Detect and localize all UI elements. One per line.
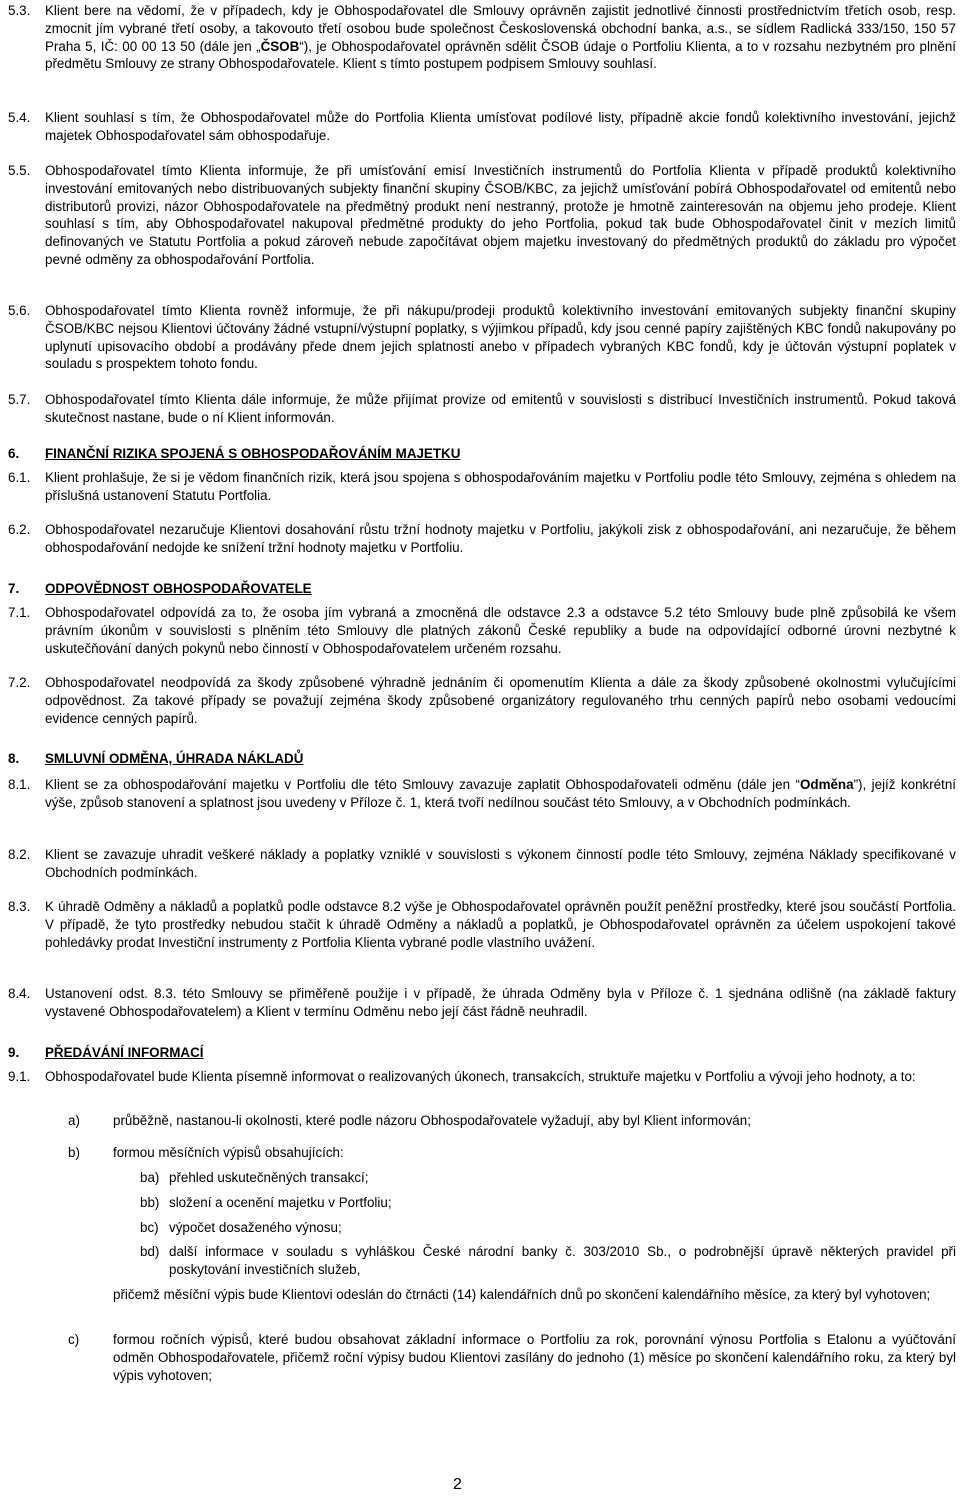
section-7-heading	[8, 580, 956, 598]
sub-label: bb)	[140, 1195, 160, 1210]
clause-text: Obhospodařovatel tímto Klienta rovněž informuje, že při nákupu/prodeji produktů kolektivního investování emitovaných subjekty finanční skupiny ČSOB/KBC nejsou Klientovi účtovány žádné vstupní/výstupní poplatky, s výjimkou případů, kdy jsou cenné papíry zajištěných KBC fondů nakupovány po uplynutí upisovacího období a prodávány přede dnem jejich splatnosti anebo v případech vybraných KBC fondů, kdy je účtován výstupní poplatek v souladu s prospektem tohoto fondu.	[45, 303, 956, 372]
clause-number: 6.2.	[8, 522, 31, 537]
list-item-a	[68, 1112, 956, 1130]
clause-8-3	[8, 898, 956, 951]
section-8-heading	[8, 750, 956, 768]
clause-5-6	[8, 302, 956, 373]
clause-number: 7.1.	[8, 605, 31, 620]
sub-text: další informace v souladu s vyhláškou České národní banky č. 303/2010 Sb., o podrobnější úpravě některých pravidel při poskytování investičních služeb,	[169, 1244, 956, 1277]
clause-text: K úhradě Odměny a nákladů a poplatků podle odstavce 8.2 výše je Obhospodařovatel oprávněn použít peněžní prostředky, které jsou součástí Portfolia. V případě, že tyto prostředky nebudou stačit k úhradě Odměny a nákladů a poplatků, je Obhospodařovatel oprávněn za účelem uspokojení takové pohledávky prodat Investiční instrumenty z Portfolia Klienta vybrané podle vlastního uvážení.	[45, 899, 956, 950]
list-text: formou měsíčních výpisů obsahujících:	[113, 1145, 344, 1160]
clause-text: Klient prohlašuje, že si je vědom finančních rizik, která jsou spojena s obhospodařováním majetku v Portfoliu podle této Smlouvy, zejména s ohledem na příslušná ustanovení Statutu Portfolia.	[45, 470, 956, 503]
clause-text	[45, 2, 956, 73]
clause-8-4	[8, 985, 956, 1021]
clause-number: 5.6.	[8, 303, 31, 318]
clause-number: 8.4.	[8, 986, 31, 1001]
clause-number: 6.1.	[8, 470, 31, 485]
list-item-c	[68, 1331, 956, 1384]
sub-item-bc	[140, 1219, 956, 1237]
list-item-b	[68, 1144, 956, 1162]
section-6-heading	[8, 445, 956, 463]
sub-text: složení a ocenění majetku v Portfoliu;	[169, 1195, 392, 1210]
sub-label: ba)	[140, 1170, 160, 1185]
clause-text-part: ”), jejíž konkrétní výše, způsob stanovení a splatnost jsou uvedeny v Příloze č. 1, která tvoří nedílnou součást této Smlouvy, a v Obchodních podmínkách.	[45, 777, 957, 810]
section-number: 8.	[8, 751, 20, 766]
clause-5-4	[8, 109, 956, 145]
clause-5-7	[8, 391, 956, 427]
section-title: SMLUVNÍ ODMĚNA, ÚHRADA NÁKLADŮ	[45, 751, 304, 766]
clause-number: 9.1.	[8, 1069, 31, 1084]
clause-number: 5.5.	[8, 163, 31, 178]
clause-8-1	[8, 776, 956, 812]
list-label: a)	[68, 1113, 80, 1128]
clause-number: 5.4.	[8, 110, 31, 125]
section-title: FINANČNÍ RIZIKA SPOJENÁ S OBHOSPODAŘOVÁNÍM MAJETKU	[45, 446, 461, 461]
section-9-heading	[8, 1044, 956, 1062]
clause-text-part: Klient se za obhospodařování majetku v Portfoliu dle této Smlouvy zavazuje zaplatit Obhospodařovateli odměnu (dále jen “	[45, 777, 800, 792]
clause-7-2	[8, 674, 956, 727]
clause-text: Obhospodařovatel tímto Klienta informuje, že při umísťování emisí Investičních instrumentů do Portfolia Klienta v případě produktů kolektivního investování emitovaných nebo distribuovaných subjekty finanční skupiny ČSOB/KBC, za jejichž umísťování pobírá Obhospodařovatel od emitentů nebo distributorů provizi, názor Obhospodařovatele na předmětný produkt není nestranný, protože je hmotně zainteresován na objemu jeho prodeje. Klient souhlasí s tím, aby Obhospodařovatel nakupoval předmětné produkty do jeho Portfolia, pokud tak bude Obhospodařovatel činit v mezích limitů definovaných ve Statutu Portfolia a pokud zároveň nebude započítávat objem majetku investovaný do předmětných produktů do základu pro výpočet pevné odměny za obhospodařování Portfolia.	[45, 163, 956, 267]
sub-text: výpočet dosaženého výnosu;	[169, 1220, 342, 1235]
list-text: průběžně, nastanou-li okolnosti, které podle názoru Obhospodařovatele vyžadují, aby byl Klient informován;	[113, 1113, 751, 1128]
clause-number: 5.7.	[8, 392, 31, 407]
clause-7-1	[8, 604, 956, 657]
clause-number: 8.1.	[8, 777, 31, 792]
sub-item-bd	[140, 1243, 956, 1279]
clause-number: 5.3.	[8, 3, 31, 18]
sub-item-ba	[140, 1169, 956, 1187]
clause-8-2	[8, 846, 956, 882]
monthly-statement-note: přičemž měsíční výpis bude Klientovi odeslán do čtrnácti (14) kalendářních dnů po skončení kalendářního měsíce, za který byl vyhotoven;	[113, 1287, 931, 1302]
clause-text: Obhospodařovatel odpovídá za to, že osoba jím vybraná a zmocněná dle odstavce 2.3 a odstavce 5.2 této Smlouvy bude plně způsobilá ke všem právním úkonům v souvislosti s plněním této Smlouvy dle platných zákonů České republiky a bude na odpovídající odborné úrovni nezbytné k uskutečňování daných pokynů nebo činností v Obhospodařovatelem určeném rozsahu.	[45, 605, 956, 656]
section-number: 7.	[8, 581, 20, 596]
defined-term: ČSOB	[260, 38, 300, 54]
section-number: 9.	[8, 1045, 20, 1060]
clause-number: 8.2.	[8, 847, 31, 862]
list-label: c)	[68, 1332, 80, 1347]
clause-5-3	[8, 2, 956, 73]
page-number: 2	[453, 1476, 462, 1493]
clause-text: Obhospodařovatel nezaručuje Klientovi dosahování růstu tržní hodnoty majetku v Portfoliu, jakýkoli zisk z obhospodařování, ani nezaručuje, že během obhospodařování nedojde ke snížení tržní hodnoty majetku v Portfoliu.	[45, 522, 956, 555]
defined-term: Odměna	[799, 777, 854, 792]
sub-text: přehled uskutečněných transakcí;	[169, 1170, 369, 1185]
clause-6-2	[8, 521, 956, 557]
clause-text: Obhospodařovatel neodpovídá za škody způsobené výhradně jednáním či opomenutím Klienta a dále za škody způsobené okolnostmi vylučujícími odpovědnost. Za takové případy se považují zejména škody způsobené organizátory regulovaného trhu cenných papírů nebo osobami vedoucími evidence cenných papírů.	[45, 675, 956, 726]
clause-6-1	[8, 469, 956, 505]
clause-text: Obhospodařovatel bude Klienta písemně informovat o realizovaných úkonech, transakcích, struktuře majetku v Portfoliu a vývoji jeho hodnoty, a to:	[45, 1069, 916, 1084]
clause-text: Obhospodařovatel tímto Klienta dále informuje, že může přijímat provize od emitentů v souvislosti s distribucí Investičních instrumentů. Pokud taková skutečnost nastane, bude o ní Klient informován.	[45, 392, 956, 425]
clause-text: Klient se zavazuje uhradit veškeré náklady a poplatky vzniklé v souvislosti s výkonem činností podle této Smlouvy, zejména Náklady specifikované v Obchodních podmínkách.	[45, 847, 956, 880]
sub-label: bd)	[140, 1244, 160, 1259]
section-number: 6.	[8, 446, 20, 461]
sub-label: bc)	[140, 1220, 159, 1235]
clause-text-part: Klient bere na vědomí, že v případech, kdy je Obhospodařovatel dle Smlouvy oprávněn zajistit jednotlivé činnosti prostřednictvím třetích osob, resp. zmocnit jím vybrané třetí osoby, a takovouto třetí osobou bude společnost Československá obchodní banka, a.s., se sídlem Radlická 333/150, 150 57 Praha 5, IČ: 00 00 13 50 (dále jen „	[45, 3, 956, 54]
list-label: b)	[68, 1145, 80, 1160]
clause-text: Ustanovení odst. 8.3. této Smlouvy se přiměřeně použije i v případě, že úhrada Odměny byla v Příloze č. 1 sjednána odlišně (na základě faktury vystavené Obhospodařovatelem) a Klient v termínu Odměnu nebo její část řádně neuhradil.	[45, 986, 956, 1019]
clause-number: 8.3.	[8, 899, 31, 914]
clause-text	[45, 776, 956, 812]
clause-text-part: “), je Obhospodařovatel oprávněn sdělit ČSOB údaje o Portfoliu Klienta, a to v rozsahu nezbytném pro plnění předmětu Smlouvy ze strany Obhospodařovatele. Klient s tímto postupem podpisem Smlouvy souhlasí.	[45, 38, 956, 72]
clause-9-1	[8, 1068, 956, 1086]
clause-number: 7.2.	[8, 675, 31, 690]
section-title: ODPOVĚDNOST OBHOSPODAŘOVATELE	[45, 581, 312, 596]
clause-text: Klient souhlasí s tím, že Obhospodařovatel může do Portfolia Klienta umísťovat podílové listy, případně akcie fondů kolektivního investování, jejichž majetek Obhospodařovatel sám obhospodařuje.	[45, 110, 956, 143]
clause-5-5	[8, 162, 956, 269]
section-title: PŘEDÁVÁNÍ INFORMACÍ	[45, 1045, 204, 1060]
sub-item-bb	[140, 1194, 956, 1212]
list-text: formou ročních výpisů, které budou obsahovat základní informace o Portfoliu za rok, porovnání výnosu Portfolia s Etalonu a vyúčtování odměn Obhospodařovatele, přičemž roční výpisy budou Klientovi zasílány do jednoho (1) měsíce po skončení kalendářního roku, za který byl výpis vyhotoven;	[113, 1332, 956, 1383]
